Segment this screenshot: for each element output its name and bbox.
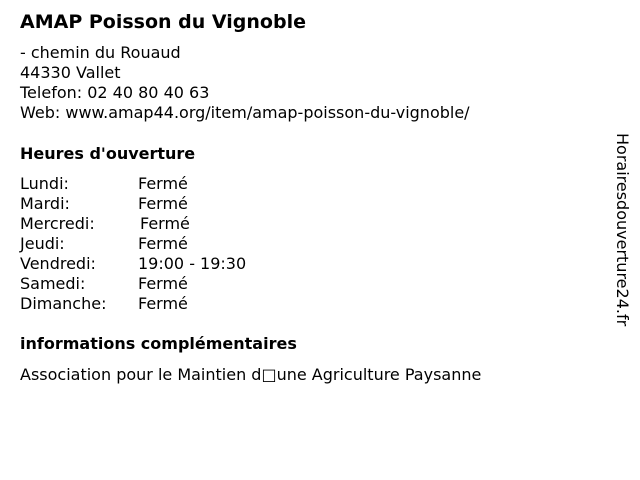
hours-value: Fermé xyxy=(140,214,190,233)
hours-value: Fermé xyxy=(138,194,188,213)
phone-line: Telefon: 02 40 80 40 63 xyxy=(20,83,210,102)
day-label: Jeudi: xyxy=(20,234,65,253)
business-name: AMAP Poisson du Vignoble xyxy=(20,11,306,33)
additional-info-text: Association pour le Maintien d□une Agriculture Paysanne xyxy=(20,365,482,384)
day-label: Dimanche: xyxy=(20,294,107,313)
day-label: Lundi: xyxy=(20,174,69,193)
address-line-street: - chemin du Rouaud xyxy=(20,43,181,62)
day-label: Samedi: xyxy=(20,274,86,293)
address-line-city: 44330 Vallet xyxy=(20,63,121,82)
site-brand-text: Horairesdouverture24.fr xyxy=(613,133,632,327)
day-label: Vendredi: xyxy=(20,254,96,273)
site-brand-watermark xyxy=(612,133,632,343)
hours-value: Fermé xyxy=(138,174,188,193)
opening-hours-heading: Heures d'ouverture xyxy=(20,144,196,163)
additional-info-heading: informations complémentaires xyxy=(20,334,297,353)
hours-value: Fermé xyxy=(138,294,188,313)
hours-value: Fermé xyxy=(138,274,188,293)
hours-value: Fermé xyxy=(138,234,188,253)
day-label: Mardi: xyxy=(20,194,70,213)
day-label: Mercredi: xyxy=(20,214,95,233)
website-line: Web: www.amap44.org/item/amap-poisson-du-vignoble/ xyxy=(20,103,470,122)
hours-value: 19:00 - 19:30 xyxy=(138,254,247,273)
